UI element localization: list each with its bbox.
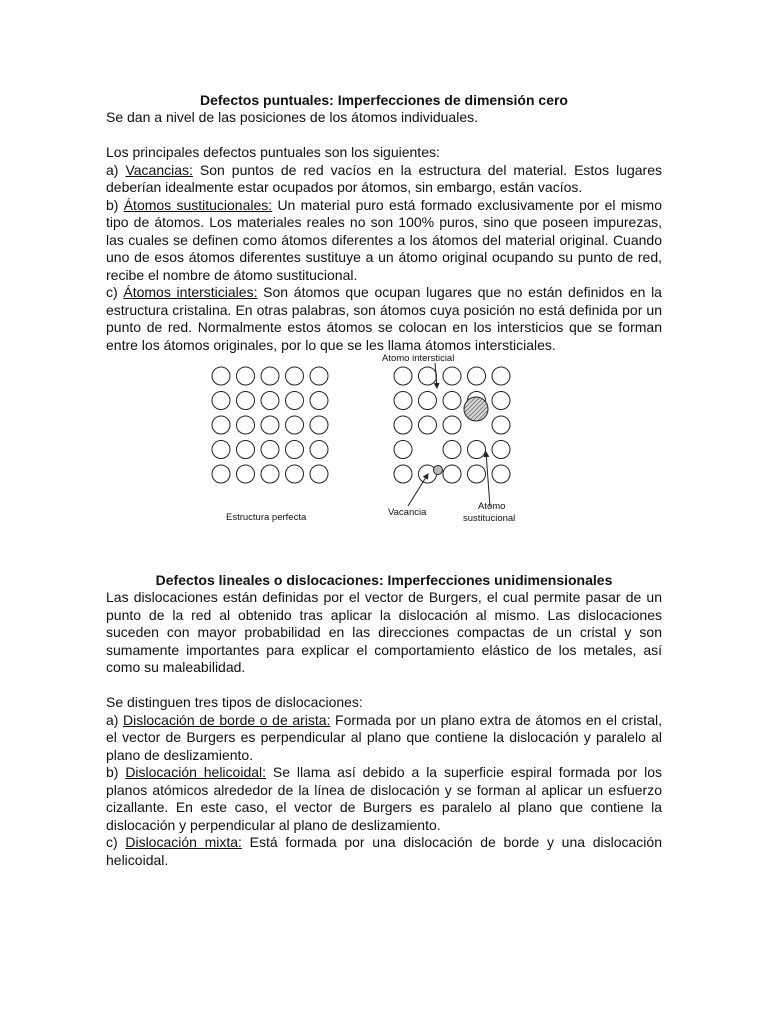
point-defects-figure xyxy=(106,354,662,572)
lattice-atom xyxy=(237,392,255,410)
term-substitutional: Átomos sustitucionales: xyxy=(123,196,273,213)
lattice-atom xyxy=(212,367,230,385)
defect-lattice xyxy=(394,367,510,483)
interstitial-atom xyxy=(434,466,443,475)
lattice-atom xyxy=(310,441,328,459)
lattice-atom xyxy=(237,367,255,385)
section-intro: Se dan a nivel de las posiciones de los átomos individuales. xyxy=(106,109,479,125)
lattice-atom xyxy=(419,392,437,410)
lattice-atom xyxy=(492,416,510,434)
lattice-atom xyxy=(286,392,304,410)
term-screw-dislocation: Dislocación helicoidal: xyxy=(125,764,267,780)
lattice-atom xyxy=(286,441,304,459)
lattice-atom xyxy=(310,367,328,385)
lattice-atom xyxy=(419,416,437,434)
label-substitutional-1: Atomo xyxy=(478,501,506,512)
list-item-substitutional: b) Átomos sustitucionales: Un material puro está formado exclusivamente por el mismo tipo de átomos. Los materiales reales no son 100% puros, sino que poseen impurezas, las cuales se definen como átomos diferentes a los átomos del material original. Cuando uno de esos átomos diferentes sustituye a un átomo original ocupando su punto de red, recibe el nombre de átomo sustitucional. xyxy=(106,196,662,283)
lattice-atom xyxy=(492,392,510,410)
list-item-mixed-dislocation: c) Dislocación mixta: Está formada por una dislocación de borde y una dislocación helicoidal. xyxy=(106,834,662,868)
perfect-lattice xyxy=(212,367,328,483)
section-title-line-defects: Defectos lineales o dislocaciones: Imperfecciones unidimensionales xyxy=(155,572,613,588)
lattice-atom xyxy=(237,416,255,434)
lattice-atom xyxy=(492,441,510,459)
lattice-atom xyxy=(443,367,461,385)
lattice-atom xyxy=(286,465,304,483)
term-vacancies: Vacancias: xyxy=(125,161,193,178)
lattice-atom xyxy=(443,465,461,483)
label-vacancy: Vacancia xyxy=(388,507,427,518)
list-intro-2: Se distinguen tres tipos de dislocaciones: xyxy=(106,694,363,710)
label-substitutional-2: sustitucional xyxy=(463,513,516,524)
lattice-atom xyxy=(468,465,486,483)
section-intro-2: Las dislocaciones están definidas por el vector de Burgers, el cual permite pasar de un punto de la red al obtenido tras aplicar la dislocación al mismo. Las dislocaciones suceden con mayor probabilidad en las direcciones compactas de un cristal y son sumamente importantes para explicar el comportamiento elástico de los metales, así como su maleabilidad. xyxy=(106,589,662,675)
lattice-atom xyxy=(261,392,279,410)
lattice-atom xyxy=(492,465,510,483)
lattice-atom xyxy=(419,367,437,385)
substitutional-atom xyxy=(464,397,488,421)
lattice-atom xyxy=(310,416,328,434)
lattice-atom xyxy=(212,441,230,459)
lattice-atom xyxy=(212,392,230,410)
document-page xyxy=(106,92,662,869)
term-interstitial: Átomos intersticiales: xyxy=(123,284,258,300)
lattice-atom xyxy=(286,416,304,434)
lattice-atom xyxy=(212,416,230,434)
lattice-atom xyxy=(261,441,279,459)
lattice-atom xyxy=(394,465,412,483)
lattice-atom xyxy=(310,465,328,483)
lattice-atom xyxy=(443,392,461,410)
lattice-atom xyxy=(468,367,486,385)
list-item-edge-dislocation: a) Dislocación de borde o de arista: Formada por un plano extra de átomos en el cristal, el vector de Burgers es perpendicular al plano que contiene la dislocación y paralelo al plano de deslizamiento. xyxy=(106,711,662,763)
label-perfect: Estructura perfecta xyxy=(226,512,307,523)
list-item-interstitial: c) Átomos intersticiales: Son átomos que ocupan lugares que no están definidos en la estructura cristalina. En otras palabras, son átomos cuya posición no está definida por un punto de red. Normalmente estos átomos se colocan en los intersticios que se forman entre los átomos originales, por lo que se les llama átomos intersticiales. xyxy=(106,284,662,353)
lattice-atom xyxy=(443,416,461,434)
lattice-atom xyxy=(492,367,510,385)
lattice-atom xyxy=(468,441,486,459)
substitutional-arrow xyxy=(486,452,490,507)
lattice-atom xyxy=(261,367,279,385)
label-interstitial: Átomo intersticial xyxy=(382,354,455,364)
list-intro: Los principales defectos puntuales son los siguientes: xyxy=(106,144,440,160)
lattice-atom xyxy=(443,441,461,459)
lattice-atom xyxy=(286,367,304,385)
lattice-atom xyxy=(394,367,412,385)
term-edge-dislocation: Dislocación de borde o de arista: xyxy=(123,711,331,728)
lattice-atom xyxy=(310,392,328,410)
term-mixed-dislocation: Dislocación mixta: xyxy=(125,834,242,850)
lattice-atom xyxy=(237,441,255,459)
lattice-atom xyxy=(394,392,412,410)
lattice-atom xyxy=(394,441,412,459)
lattice-atom xyxy=(261,416,279,434)
lattice-atom xyxy=(237,465,255,483)
list-item-screw-dislocation: b) Dislocación helicoidal: Se llama así debido a la superficie espiral formada por los planos atómicos alrededor de la línea de dislocación y se forman al aplicar un esfuerzo cizallante. En este caso, el vector de Burgers es paralelo al plano que contiene la dislocación y perpendicular al plano de deslizamiento. xyxy=(106,764,662,833)
list-item-vacancies: a) Vacancias: Son puntos de red vacíos en la estructura del material. Estos lugares deberían idealmente estar ocupados por átomos, sin embargo, están vacíos. xyxy=(106,161,663,195)
lattice-atom xyxy=(261,465,279,483)
lattice-diagram xyxy=(106,354,662,572)
section-title-point-defects: Defectos puntuales: Imperfecciones de dimensión cero xyxy=(200,92,568,108)
lattice-atom xyxy=(212,465,230,483)
lattice-atom xyxy=(394,416,412,434)
